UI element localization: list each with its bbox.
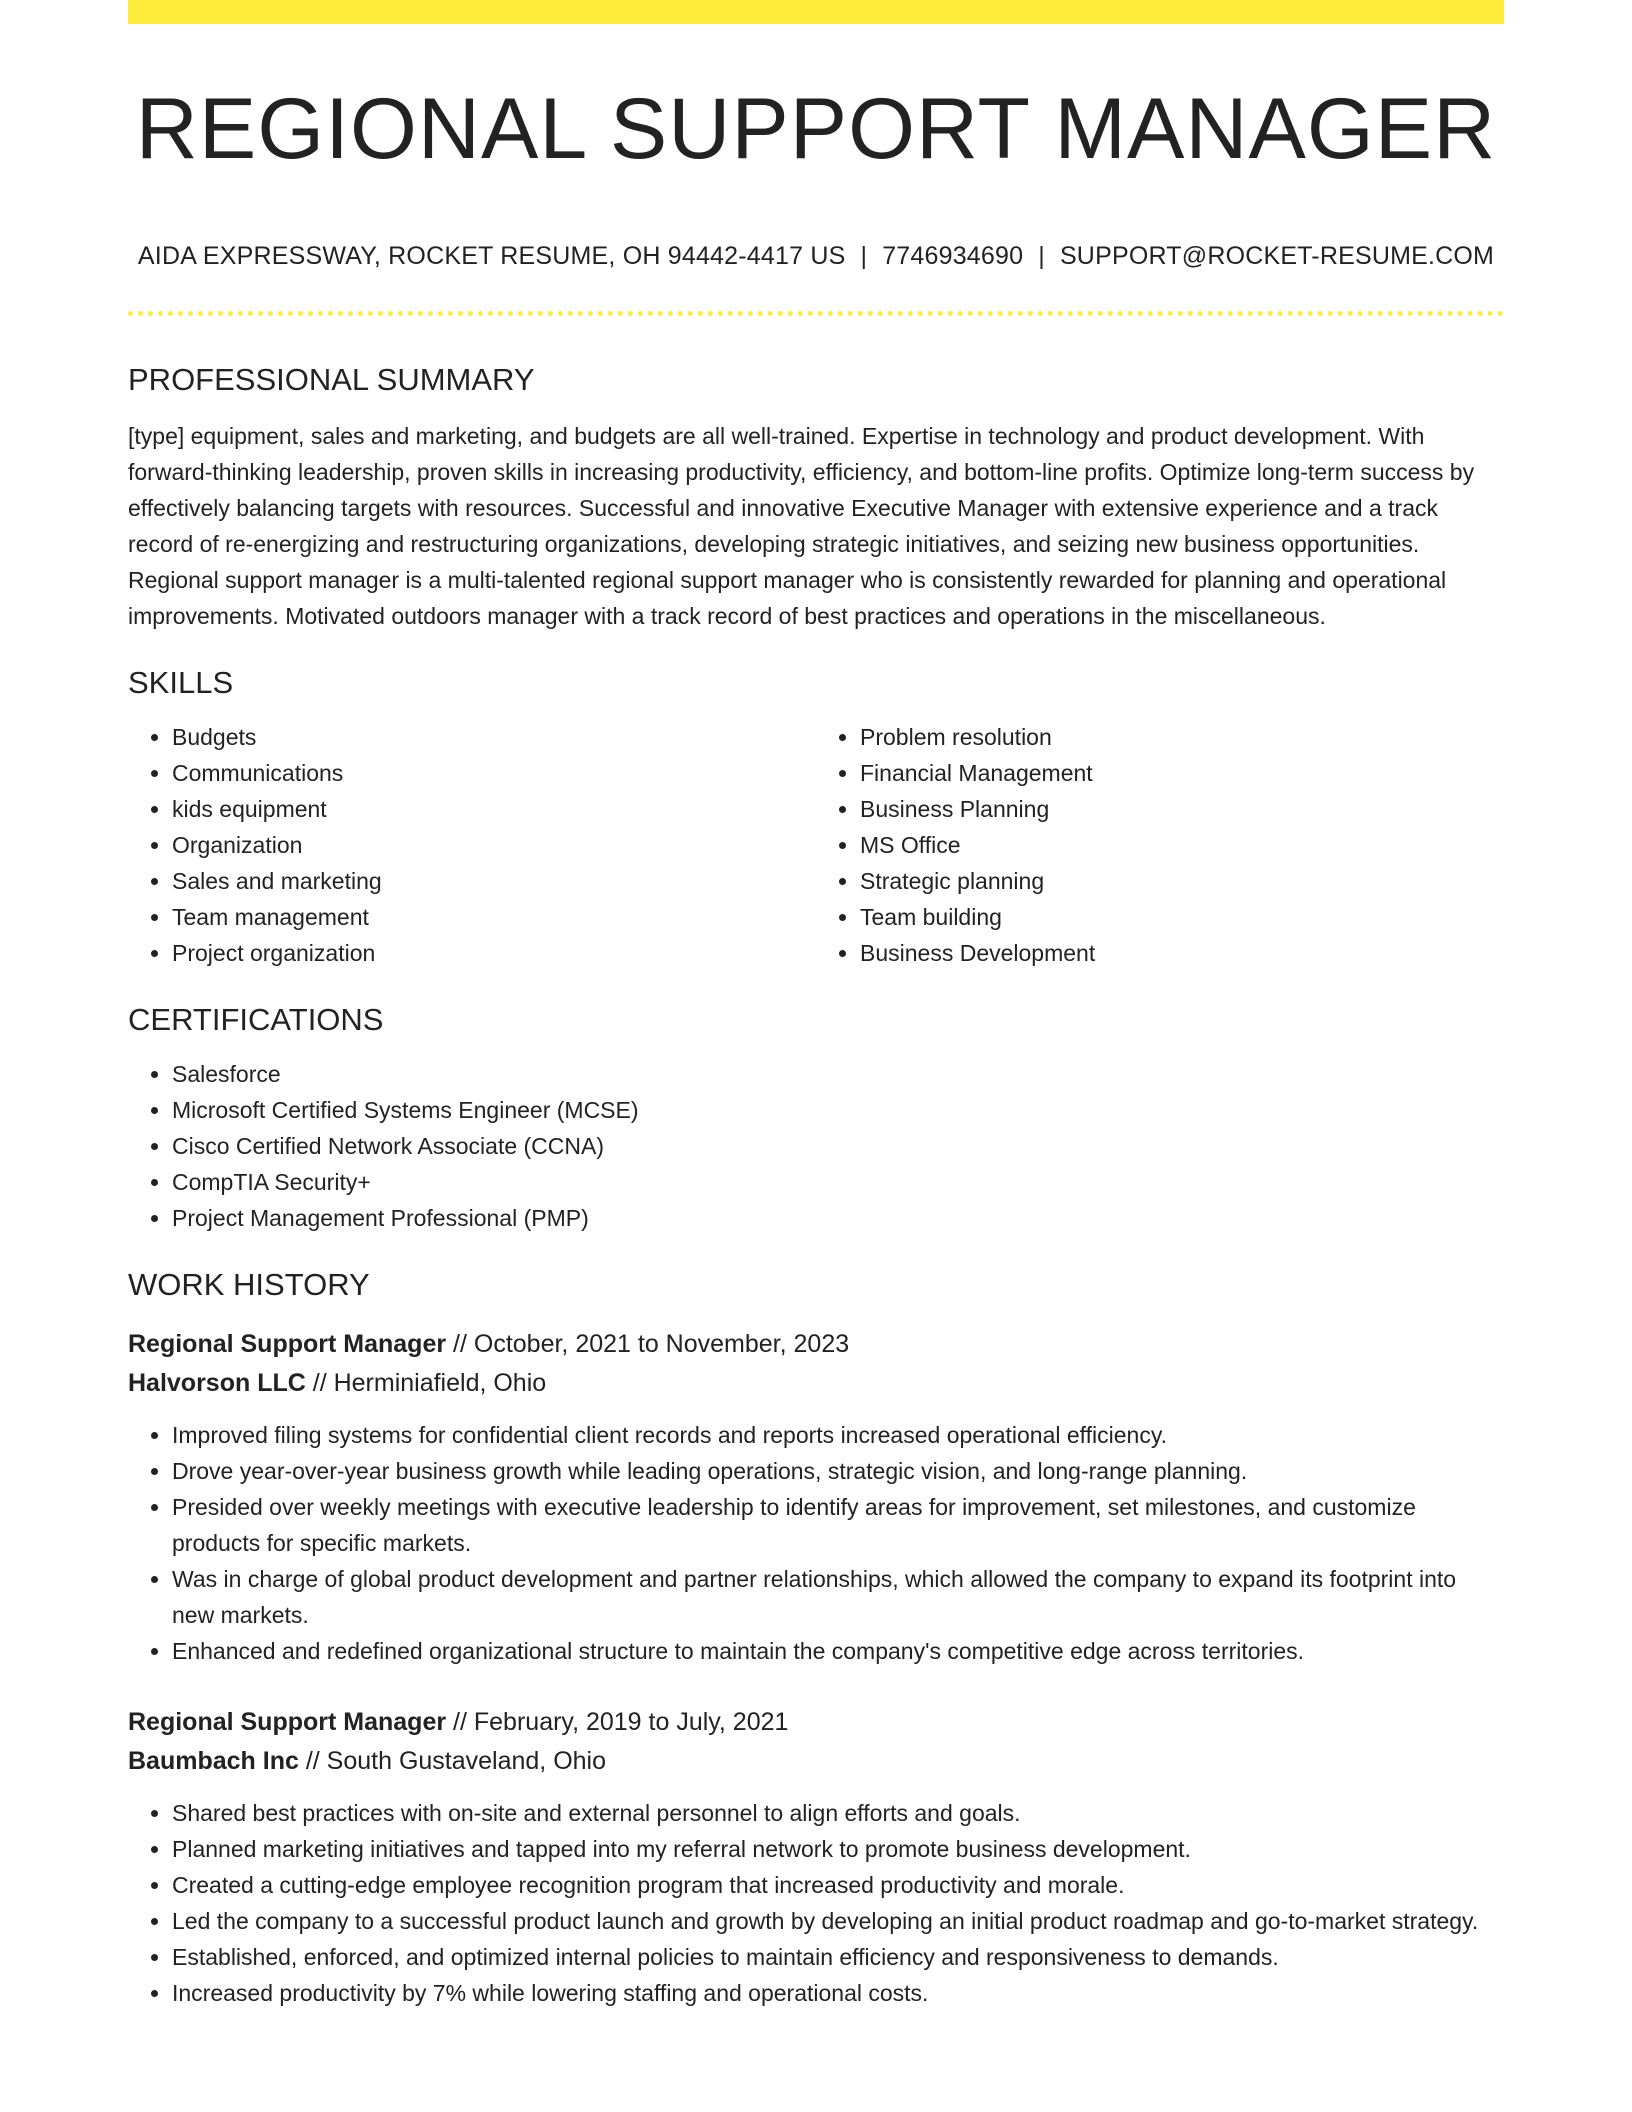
job-company: Halvorson LLC [128,1369,306,1398]
skills-list-left [128,719,816,971]
job-bullet: • Increased productivity by 7% while lowering staffing and operational costs. [172,1975,1504,2011]
certification-item: • Cisco Certified Network Associate (CCNA) [172,1128,1504,1164]
job-company: Baumbach Inc [128,1747,299,1776]
work-history-section [128,1266,1504,2011]
job-title-line [128,1703,1504,1742]
summary-heading: PROFESSIONAL SUMMARY [128,361,535,397]
skill-item: • Business Planning [860,791,1504,827]
job-bullet: • Established, enforced, and optimized internal policies to maintain efficiency and responsiveness to demands. [172,1939,1504,1975]
skills-heading: SKILLS [128,664,234,700]
skills-list-right [816,719,1504,971]
job-bullet: • Planned marketing initiatives and tapped into my referral network to promote business development. [172,1831,1504,1867]
job-bullet: • Led the company to a successful product launch and growth by developing an initial product roadmap and go-to-market strategy. [172,1903,1504,1939]
skill-item: • Team building [860,899,1504,935]
job-bullet: • Improved filing systems for confidential client records and reports increased operational efficiency. [172,1417,1504,1453]
job-bullet: • Presided over weekly meetings with executive leadership to identify areas for improvement, set milestones, and customize products for specific markets. [172,1489,1504,1561]
job-title-line [128,1325,1504,1364]
certification-item: • Salesforce [172,1056,1504,1092]
job-entry [128,1325,1504,1669]
job-title: Regional Support Manager [128,1330,447,1359]
certification-item: • CompTIA Security+ [172,1164,1504,1200]
job-bullet: • Created a cutting-edge employee recognition program that increased productivity and morale. [172,1867,1504,1903]
skill-item: • Strategic planning [860,863,1504,899]
job-bullet: • Enhanced and redefined organizational structure to maintain the company's competitive edge across territories. [172,1633,1504,1669]
certification-item: • Microsoft Certified Systems Engineer (MCSE) [172,1092,1504,1128]
skill-item: • Project organization [172,935,816,971]
job-bullet: • Shared best practices with on-site and external personnel to align efforts and goals. [172,1795,1504,1831]
skill-item: • Budgets [172,719,816,755]
contact-separator: | [860,241,868,270]
contact-line [128,241,1504,271]
skill-item: • MS Office [860,827,1504,863]
certification-item: • Project Management Professional (PMP) [172,1200,1504,1236]
resume-page [128,0,1504,2011]
skill-item: • Business Development [860,935,1504,971]
job-company-line [128,1742,1504,1781]
summary-paragraph: [type] equipment, sales and marketing, and budgets are all well-trained. Expertise in technology and product development. With forward-thinking leadership, proven skills in increasing productivity, efficiency, and bottom-line profits. Optimize long-term success by effectively balancing targets with resources. Successful and innovative Executive Manager with extensive experience and a track record of re-energizing and restructuring organizations, developing strategic initiatives, and seizing new business opportunities. Regional support manager is a multi-talented regional support manager who is consistently rewarded for planning and operational improvements. Motivated outdoors manager with a track record of best practices and operations in the miscellaneous. [128,422,1475,629]
job-dates: // February, 2019 to July, 2021 [453,1708,789,1737]
skill-item: • Communications [172,755,816,791]
contact-email: SUPPORT@ROCKET-RESUME.COM [1059,241,1495,270]
certifications-heading: CERTIFICATIONS [128,1001,384,1037]
job-location: // South Gustaveland, Ohio [305,1747,607,1776]
job-dates: // October, 2021 to November, 2023 [453,1330,850,1359]
contact-separator: | [1038,241,1045,270]
skills-columns [128,719,1504,971]
header-divider [128,311,1504,316]
job-bullets [128,1795,1504,2011]
contact-phone: 7746934690 [882,241,1024,270]
skill-item: • Sales and marketing [172,863,816,899]
top-accent-bar [128,0,1504,24]
skill-item: • Organization [172,827,816,863]
job-title: Regional Support Manager [128,1708,447,1737]
job-bullet: • Drove year-over-year business growth while leading operations, strategic vision, and long-range planning. [172,1453,1504,1489]
work-history-heading: WORK HISTORY [128,1267,370,1303]
job-bullet: • Was in charge of global product development and partner relationships, which allowed the company to expand its footprint into new markets. [172,1561,1504,1633]
skill-item: • Team management [172,899,816,935]
job-location: // Herminiafield, Ohio [312,1369,547,1398]
certifications-list [128,1056,1504,1236]
job-company-line [128,1364,1504,1403]
job-bullets [128,1417,1504,1669]
certifications-section [128,1001,1504,1236]
skills-section [128,664,1504,971]
resume-name: REGIONAL SUPPORT MANAGER [135,81,1497,177]
job-entry [128,1703,1504,2011]
skill-item: • Financial Management [860,755,1504,791]
contact-address: AIDA EXPRESSWAY, ROCKET RESUME, OH 94442-4417 US [137,241,846,270]
professional-summary-section [128,361,1504,634]
skill-item: • Problem resolution [860,719,1504,755]
skill-item: • kids equipment [172,791,816,827]
